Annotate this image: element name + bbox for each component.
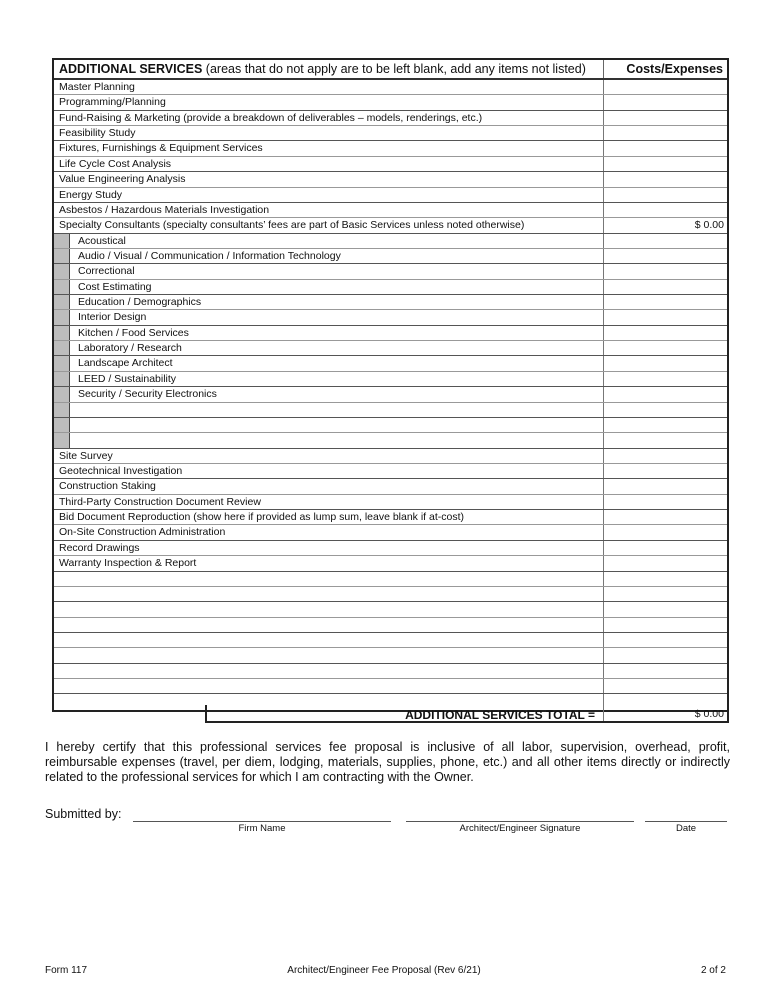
row-cost-field[interactable]: [603, 141, 727, 155]
row-label: Acoustical: [78, 234, 126, 247]
indent-bar: [54, 341, 70, 355]
indent-bar: [54, 387, 70, 401]
indent-bar: [54, 249, 70, 263]
row-cost-field[interactable]: [603, 172, 727, 186]
table-row: [54, 326, 727, 341]
row-cost-field[interactable]: [603, 95, 727, 109]
row-label: Education / Demographics: [78, 296, 202, 309]
header-description: [54, 60, 603, 78]
row-description: [54, 341, 603, 355]
row-label: Kitchen / Food Services: [78, 326, 189, 339]
footer-page-number: 2 of 2: [700, 965, 726, 976]
indent-bar: [54, 280, 70, 294]
row-cost-field[interactable]: $ 0.00: [603, 218, 727, 232]
row-description: Master Planning: [59, 81, 135, 93]
table-row: [54, 479, 727, 494]
table-header: [54, 60, 727, 80]
additional-services-table: [52, 58, 729, 712]
certification-text: I hereby certify that this professional services fee proposal is inclusive of all labor, supervision, overhead, profit, reimbursable expenses (travel, per diem, lodging, materials, supplies, phone, etc.) and all other items directly or indirectly related to the professional services for which I am contracting with the Owner.: [45, 740, 730, 784]
row-label: Laboratory / Research: [78, 342, 182, 355]
row-description[interactable]: [54, 602, 603, 616]
row-description: Energy Study: [59, 188, 123, 201]
row-description: [54, 387, 603, 401]
row-description: Bid Document Reproduction (show here if provided as lump sum, leave blank if at-cost): [59, 511, 465, 524]
total-value[interactable]: $ 0.00: [603, 705, 727, 721]
table-row: [54, 602, 727, 617]
header-title: ADDITIONAL SERVICES: [59, 62, 203, 76]
table-row: [54, 188, 727, 203]
table-row: [54, 356, 727, 371]
row-cost-field[interactable]: [603, 111, 727, 125]
indent-bar: [54, 295, 70, 309]
row-cost-field[interactable]: [603, 310, 727, 324]
indent-bar: [54, 310, 70, 324]
row-cost-field[interactable]: [603, 203, 727, 217]
submitted-by-label: Submitted by:: [45, 807, 122, 821]
total-row: [205, 705, 729, 723]
row-description: [54, 234, 603, 248]
indent-bar: [54, 264, 70, 278]
row-description[interactable]: [54, 572, 603, 586]
row-cost-field[interactable]: [603, 541, 727, 555]
row-description: Site Survey: [59, 449, 113, 462]
table-row: [54, 403, 727, 418]
row-cost-field[interactable]: [603, 188, 727, 202]
row-cost-field[interactable]: [603, 495, 727, 509]
row-label: Interior Design: [78, 311, 147, 324]
row-description[interactable]: [54, 664, 603, 678]
row-description: [54, 356, 603, 370]
row-cost-field[interactable]: [603, 126, 727, 140]
table-row: [54, 157, 727, 172]
row-description: Geotechnical Investigation: [59, 464, 183, 477]
row-description[interactable]: [54, 403, 603, 417]
row-cost-field[interactable]: [603, 618, 727, 632]
row-cost-field[interactable]: [603, 249, 727, 263]
table-row: [54, 141, 727, 156]
row-cost-field[interactable]: [603, 157, 727, 171]
row-cost-field[interactable]: [603, 648, 727, 662]
row-description: Fund-Raising & Marketing (provide a breakdown of deliverables – models, renderings, etc.): [59, 111, 483, 124]
table-row: [54, 618, 727, 633]
table-row: [54, 249, 727, 264]
table-row: [54, 587, 727, 602]
table-row: [54, 464, 727, 479]
table-row: [54, 572, 727, 587]
row-label: Security / Security Electronics: [78, 388, 217, 401]
row-cost-field[interactable]: [603, 572, 727, 586]
indent-bar: [54, 234, 70, 248]
header-cost-label: Costs/Expenses: [603, 60, 727, 78]
row-description[interactable]: [54, 679, 603, 693]
row-cost-field[interactable]: [603, 387, 727, 401]
row-cost-field[interactable]: [603, 326, 727, 340]
row-description: Record Drawings: [59, 541, 140, 554]
row-description: Warranty Inspection & Report: [59, 557, 197, 570]
row-description: [54, 264, 603, 278]
indent-bar: [54, 403, 70, 417]
row-description: Value Engineering Analysis: [59, 173, 186, 186]
table-row: [54, 203, 727, 218]
table-body: [54, 80, 727, 710]
table-row: [54, 341, 727, 356]
row-cost-field[interactable]: [603, 80, 727, 94]
row-cost-field[interactable]: [603, 280, 727, 294]
table-row: [54, 95, 727, 110]
row-cost-field[interactable]: [603, 479, 727, 493]
row-cost-field[interactable]: [603, 372, 727, 386]
table-row: [54, 633, 727, 648]
table-row: [54, 556, 727, 571]
row-description[interactable]: [54, 633, 603, 647]
row-description: On-Site Construction Administration: [59, 526, 226, 539]
total-label: ADDITIONAL SERVICES TOTAL =: [405, 708, 595, 722]
table-row: [54, 541, 727, 556]
row-label: Correctional: [78, 265, 135, 278]
row-description: Programming/Planning: [59, 96, 166, 109]
row-description[interactable]: [54, 648, 603, 662]
row-description: Feasibility Study: [59, 127, 136, 140]
indent-bar: [54, 356, 70, 370]
row-cost-field[interactable]: [603, 464, 727, 478]
table-row: [54, 126, 727, 141]
indent-bar: [54, 326, 70, 340]
row-description: [54, 372, 603, 386]
date-field[interactable]: Date: [645, 821, 727, 834]
row-description: [54, 280, 603, 294]
row-cost-field[interactable]: [603, 556, 727, 570]
table-row: [54, 525, 727, 540]
row-cost-field[interactable]: [603, 356, 727, 370]
row-cost-field[interactable]: [603, 679, 727, 693]
row-cost-field[interactable]: [603, 234, 727, 248]
row-cost-field[interactable]: [603, 264, 727, 278]
row-description: Fixtures, Furnishings & Equipment Services: [59, 142, 263, 155]
table-row: [54, 218, 727, 233]
row-description: Third-Party Construction Document Review: [59, 495, 261, 508]
row-cost-field[interactable]: [603, 449, 727, 463]
row-label: Landscape Architect: [78, 357, 173, 370]
row-label: Audio / Visual / Communication / Information Technology: [78, 249, 341, 262]
row-description: [54, 295, 603, 309]
row-description: Life Cycle Cost Analysis: [59, 157, 172, 170]
footer-form-number: Form 117: [45, 965, 88, 976]
row-cost-field[interactable]: [603, 418, 727, 432]
footer-title: Architect/Engineer Fee Proposal (Rev 6/21): [287, 965, 481, 976]
table-row: [54, 449, 727, 464]
row-description[interactable]: [54, 433, 603, 447]
table-row: [54, 433, 727, 448]
row-description[interactable]: [54, 418, 603, 432]
table-row: [54, 234, 727, 249]
row-description[interactable]: [54, 618, 603, 632]
table-row: [54, 111, 727, 126]
table-row: [54, 80, 727, 95]
table-row: [54, 372, 727, 387]
row-cost-field[interactable]: [603, 587, 727, 601]
table-row: [54, 664, 727, 679]
table-row: [54, 648, 727, 663]
row-cost-field[interactable]: [603, 510, 727, 524]
table-row: [54, 280, 727, 295]
row-cost-field[interactable]: [603, 341, 727, 355]
indent-bar: [54, 418, 70, 432]
signature-field[interactable]: Architect/Engineer Signature: [406, 821, 634, 834]
row-label: LEED / Sustainability: [78, 372, 177, 385]
row-description: [54, 326, 603, 340]
table-row: [54, 679, 727, 694]
indent-bar: [54, 372, 70, 386]
table-row: [54, 172, 727, 187]
row-cost-field[interactable]: [603, 525, 727, 539]
row-cost-field[interactable]: [603, 633, 727, 647]
table-row: [54, 418, 727, 433]
indent-bar: [54, 433, 70, 447]
firm-name-field[interactable]: Firm Name: [133, 821, 391, 834]
row-description[interactable]: [54, 587, 603, 601]
row-cost-field[interactable]: [603, 602, 727, 616]
table-row: [54, 295, 727, 310]
row-description: [54, 310, 603, 324]
table-row: [54, 510, 727, 525]
row-description: [54, 249, 603, 263]
row-label: Cost Estimating: [78, 280, 152, 293]
table-row: [54, 264, 727, 279]
row-cost-field[interactable]: [603, 295, 727, 309]
table-row: [54, 387, 727, 402]
row-cost-field[interactable]: [603, 403, 727, 417]
header-note: (areas that do not apply are to be left blank, add any items not listed): [202, 62, 586, 76]
row-description: Specialty Consultants (specialty consultants’ fees are part of Basic Services unless noted otherwise): [59, 219, 525, 232]
row-cost-field[interactable]: [603, 664, 727, 678]
row-description: Construction Staking: [59, 480, 156, 493]
table-row: [54, 495, 727, 510]
row-cost-field[interactable]: [603, 433, 727, 447]
row-description: Asbestos / Hazardous Materials Investigation: [59, 203, 270, 216]
table-row: [54, 310, 727, 325]
